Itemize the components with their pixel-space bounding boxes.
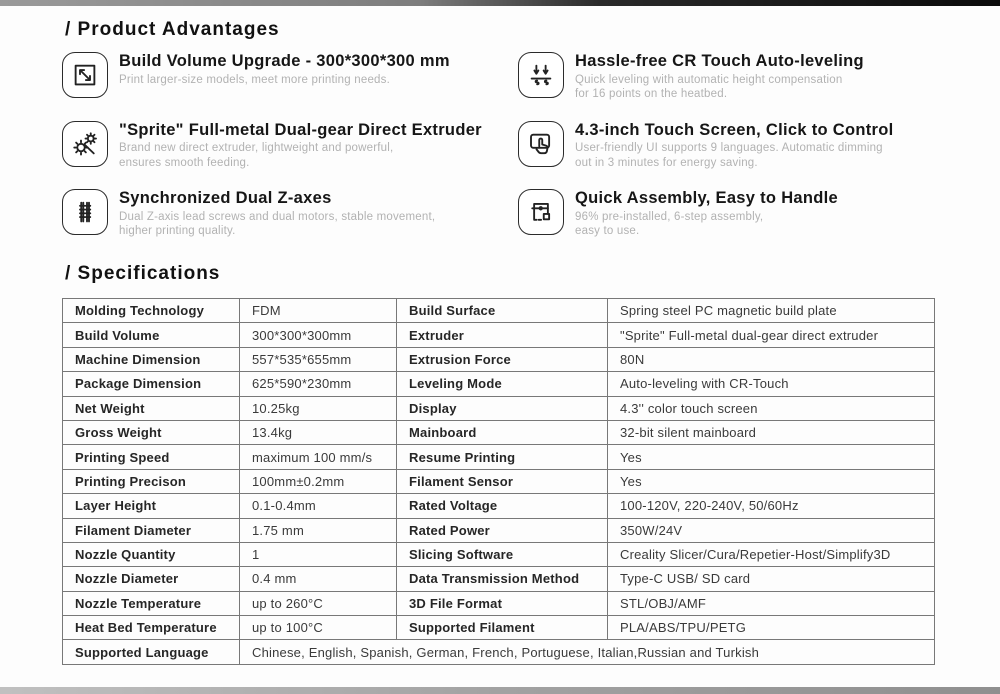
feature-subtitle-line: Quick leveling with automatic height compensation <box>575 73 843 86</box>
feature-subtitle <box>119 73 450 87</box>
spec-value: 32-bit silent mainboard <box>608 420 935 444</box>
feature-title: Quick Assembly, Easy to Handle <box>575 189 839 207</box>
spec-value: 80N <box>608 347 935 371</box>
feature-text <box>119 189 435 239</box>
feature-title: Hassle-free CR Touch Auto-leveling <box>575 52 864 70</box>
spec-label: Supported Filament <box>397 616 608 640</box>
feature-subtitle-line: ensures smooth feeding. <box>119 156 250 169</box>
spec-value: 0.1-0.4mm <box>240 494 397 518</box>
feature-title: Synchronized Dual Z-axes <box>119 189 332 207</box>
spec-value: 1.75 mm <box>240 518 397 542</box>
specifications-table-body <box>63 299 935 665</box>
auto-leveling-icon <box>518 52 564 98</box>
bottom-divider-bar <box>0 687 1000 694</box>
spec-label: Nozzle Diameter <box>63 567 240 591</box>
specifications-heading: / Specifications <box>65 263 221 284</box>
spec-value: 0.4 mm <box>240 567 397 591</box>
spec-label: Nozzle Quantity <box>63 542 240 566</box>
spec-row <box>63 542 935 566</box>
spec-label: Extruder <box>397 323 608 347</box>
feature-subtitle-line: Print larger-size models, meet more printing needs. <box>119 73 390 86</box>
spec-value: Creality Slicer/Cura/Repetier-Host/Simplify3D <box>608 542 935 566</box>
spec-label: Printing Precison <box>63 469 240 493</box>
spec-value: 100-120V, 220-240V, 50/60Hz <box>608 494 935 518</box>
advantages-heading: / Product Advantages <box>65 19 280 40</box>
spec-row <box>63 518 935 542</box>
feature-subtitle-line: easy to use. <box>575 225 640 238</box>
spec-value: 13.4kg <box>240 420 397 444</box>
spec-value: 625*590*230mm <box>240 372 397 396</box>
feature-item <box>62 189 518 258</box>
spec-label: Nozzle Temperature <box>63 591 240 615</box>
specifications-table <box>62 298 935 665</box>
feature-text <box>575 52 864 102</box>
spec-value: Yes <box>608 469 935 493</box>
spec-label: Molding Technology <box>63 299 240 323</box>
spec-row <box>63 445 935 469</box>
quick-assembly-icon <box>518 189 564 235</box>
spec-value: 100mm±0.2mm <box>240 469 397 493</box>
feature-subtitle-line: 96% pre-installed, 6-step assembly, <box>575 210 764 223</box>
spec-value: 1 <box>240 542 397 566</box>
spec-row <box>63 567 935 591</box>
spec-label: Net Weight <box>63 396 240 420</box>
spec-value: Spring steel PC magnetic build plate <box>608 299 935 323</box>
feature-text <box>119 121 482 171</box>
spec-value: up to 100°C <box>240 616 397 640</box>
feature-item <box>518 121 962 190</box>
dual-z-axes-icon <box>62 189 108 235</box>
spec-value: 557*535*655mm <box>240 347 397 371</box>
spec-value: FDM <box>240 299 397 323</box>
advantages-grid <box>62 52 962 258</box>
spec-label: Rated Power <box>397 518 608 542</box>
spec-row <box>63 469 935 493</box>
feature-subtitle-line: Brand new direct extruder, lightweight and powerful, <box>119 142 394 155</box>
top-divider-bar <box>0 0 1000 6</box>
feature-item <box>518 52 962 121</box>
spec-value: Auto-leveling with CR-Touch <box>608 372 935 396</box>
spec-value: Yes <box>608 445 935 469</box>
feature-title: Build Volume Upgrade - 300*300*300 mm <box>119 52 450 70</box>
spec-value: 4.3'' color touch screen <box>608 396 935 420</box>
spec-value: maximum 100 mm/s <box>240 445 397 469</box>
feature-subtitle-line: Dual Z-axis lead screws and dual motors, stable movement, <box>119 210 436 223</box>
spec-value: 10.25kg <box>240 396 397 420</box>
feature-subtitle <box>575 210 838 239</box>
feature-subtitle-line: User-friendly UI supports 9 languages. Automatic dimming <box>575 142 883 155</box>
spec-row <box>63 396 935 420</box>
feature-subtitle <box>119 141 482 170</box>
feature-subtitle-line: out in 3 minutes for energy saving. <box>575 156 758 169</box>
spec-label: Extrusion Force <box>397 347 608 371</box>
spec-label: Data Transmission Method <box>397 567 608 591</box>
feature-text <box>575 121 894 171</box>
spec-value: 300*300*300mm <box>240 323 397 347</box>
feature-subtitle-line: for 16 points on the heatbed. <box>575 88 728 101</box>
spec-value: 350W/24V <box>608 518 935 542</box>
spec-row <box>63 372 935 396</box>
spec-label: Build Volume <box>63 323 240 347</box>
feature-text <box>119 52 450 87</box>
feature-title: "Sprite" Full-metal Dual-gear Direct Extruder <box>119 120 482 139</box>
spec-label: Heat Bed Temperature <box>63 616 240 640</box>
spec-label: Layer Height <box>63 494 240 518</box>
spec-label: Printing Speed <box>63 445 240 469</box>
feature-subtitle-line: higher printing quality. <box>119 225 236 238</box>
feature-item <box>62 52 518 121</box>
feature-subtitle <box>119 210 435 239</box>
spec-row <box>63 347 935 371</box>
spec-row <box>63 420 935 444</box>
spec-label: Package Dimension <box>63 372 240 396</box>
spec-label: 3D File Format <box>397 591 608 615</box>
direct-extruder-icon <box>62 121 108 167</box>
spec-label: Filament Sensor <box>397 469 608 493</box>
spec-label: Supported Language <box>63 640 240 664</box>
spec-row <box>63 591 935 615</box>
spec-label: Machine Dimension <box>63 347 240 371</box>
spec-row <box>63 616 935 640</box>
spec-label: Leveling Mode <box>397 372 608 396</box>
spec-row <box>63 494 935 518</box>
spec-label: Display <box>397 396 608 420</box>
feature-item <box>62 121 518 190</box>
spec-label: Gross Weight <box>63 420 240 444</box>
feature-item <box>518 189 962 258</box>
touch-screen-icon <box>518 121 564 167</box>
spec-row <box>63 299 935 323</box>
feature-title: 4.3-inch Touch Screen, Click to Control <box>575 120 894 139</box>
spec-label: Build Surface <box>397 299 608 323</box>
spec-value: STL/OBJ/AMF <box>608 591 935 615</box>
spec-label: Resume Printing <box>397 445 608 469</box>
feature-subtitle <box>575 141 894 170</box>
build-volume-icon <box>62 52 108 98</box>
spec-label: Filament Diameter <box>63 518 240 542</box>
spec-value: up to 260°C <box>240 591 397 615</box>
feature-text <box>575 189 838 239</box>
spec-row <box>63 323 935 347</box>
spec-label: Slicing Software <box>397 542 608 566</box>
spec-row-supported-language <box>63 640 935 664</box>
spec-label: Mainboard <box>397 420 608 444</box>
feature-subtitle <box>575 73 864 102</box>
spec-value: "Sprite" Full-metal dual-gear direct extruder <box>608 323 935 347</box>
spec-value: PLA/ABS/TPU/PETG <box>608 616 935 640</box>
spec-label: Rated Voltage <box>397 494 608 518</box>
spec-value: Type-C USB/ SD card <box>608 567 935 591</box>
spec-value: Chinese, English, Spanish, German, French, Portuguese, Italian,Russian and Turkish <box>240 640 935 664</box>
